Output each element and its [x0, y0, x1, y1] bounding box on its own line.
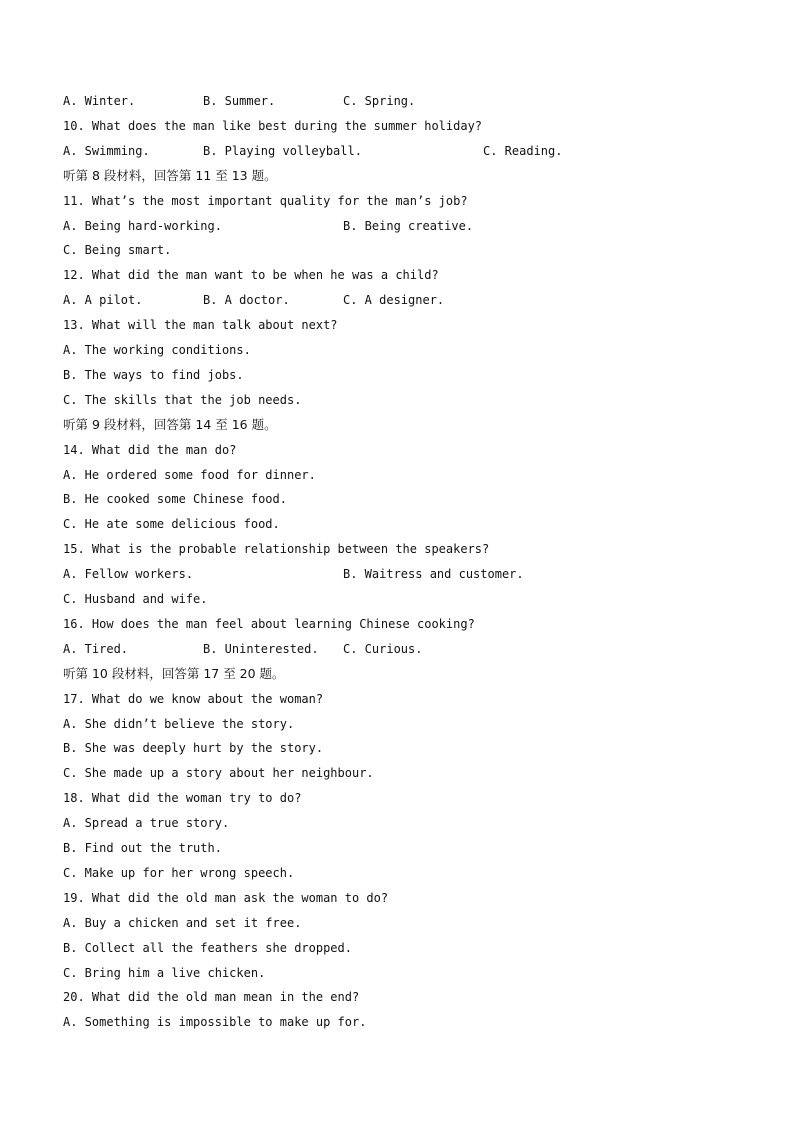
answer-option: A. Being hard-working.: [63, 218, 222, 233]
question-line: C. Husband and wife.: [63, 592, 208, 606]
question-line: B. Find out the truth.: [63, 841, 222, 855]
question-line: C. Bring him a live chicken.: [63, 965, 266, 980]
question-line: 19. What did the old man ask the woman to do?: [63, 890, 389, 905]
answer-option: B. Summer.: [203, 94, 276, 108]
section-instruction: 听第 10 段材料，回答第 17 至 20 题。: [63, 665, 285, 681]
answer-option: B. Uninterested.: [203, 641, 319, 656]
section-instruction: 听第 9 段材料，回答第 14 至 16 题。: [63, 416, 277, 432]
question-line: C. He ate some delicious food.: [63, 517, 280, 532]
answer-option: B. Being creative.: [343, 218, 474, 233]
answer-option: A. A pilot.: [63, 293, 143, 308]
question-line: B. Collect all the feathers she dropped.: [63, 940, 352, 955]
section-instruction: 听第 8 段材料，回答第 11 至 13 题。: [63, 167, 277, 183]
answer-option: C. Spring.: [343, 94, 416, 108]
answer-option: C. A designer.: [343, 293, 445, 308]
question-line: B. She was deeply hurt by the story.: [63, 741, 324, 756]
question-line: C. Being smart.: [63, 243, 172, 258]
question-line: A. The working conditions.: [63, 343, 251, 357]
question-line: B. The ways to find jobs.: [63, 367, 244, 382]
answer-option: B. A doctor.: [203, 293, 290, 308]
answer-option: C. Curious.: [343, 641, 423, 656]
answer-option: A. Fellow workers.: [63, 567, 194, 582]
question-line: 17. What do we know about the woman?: [63, 691, 324, 706]
question-line: C. The skills that the job needs.: [63, 392, 302, 407]
question-line: 16. How does the man feel about learning Chinese cooking?: [63, 616, 475, 631]
question-line: 15. What is the probable relationship between the speakers?: [63, 542, 490, 557]
question-line: 13. What will the man talk about next?: [63, 318, 338, 333]
question-line: A. Buy a chicken and set it free.: [63, 915, 302, 930]
question-line: C. She made up a story about her neighbour.: [63, 766, 374, 781]
question-line: A. He ordered some food for dinner.: [63, 467, 316, 482]
answer-option: A. Tired.: [63, 641, 129, 656]
answer-option: C. Reading.: [483, 143, 563, 158]
question-line: A. Spread a true story.: [63, 816, 230, 831]
answer-option: A. Swimming.: [63, 143, 150, 158]
answer-option: B. Waitress and customer.: [343, 567, 524, 582]
question-line: 12. What did the man want to be when he was a child?: [63, 268, 439, 283]
question-line: 10. What does the man like best during the summer holiday?: [63, 118, 483, 133]
question-line: A. She didn’t believe the story.: [63, 716, 295, 731]
question-line: 11. What’s the most important quality for the man’s job?: [63, 193, 468, 208]
answer-option: B. Playing volleyball.: [203, 143, 362, 158]
question-line: B. He cooked some Chinese food.: [63, 492, 287, 507]
question-line: A. Something is impossible to make up for.: [63, 1015, 367, 1030]
question-line: 14. What did the man do?: [63, 442, 237, 457]
answer-option: A. Winter.: [63, 94, 136, 108]
question-line: 18. What did the woman try to do?: [63, 791, 302, 806]
question-line: 20. What did the old man mean in the end?: [63, 990, 360, 1005]
question-line: C. Make up for her wrong speech.: [63, 865, 295, 880]
